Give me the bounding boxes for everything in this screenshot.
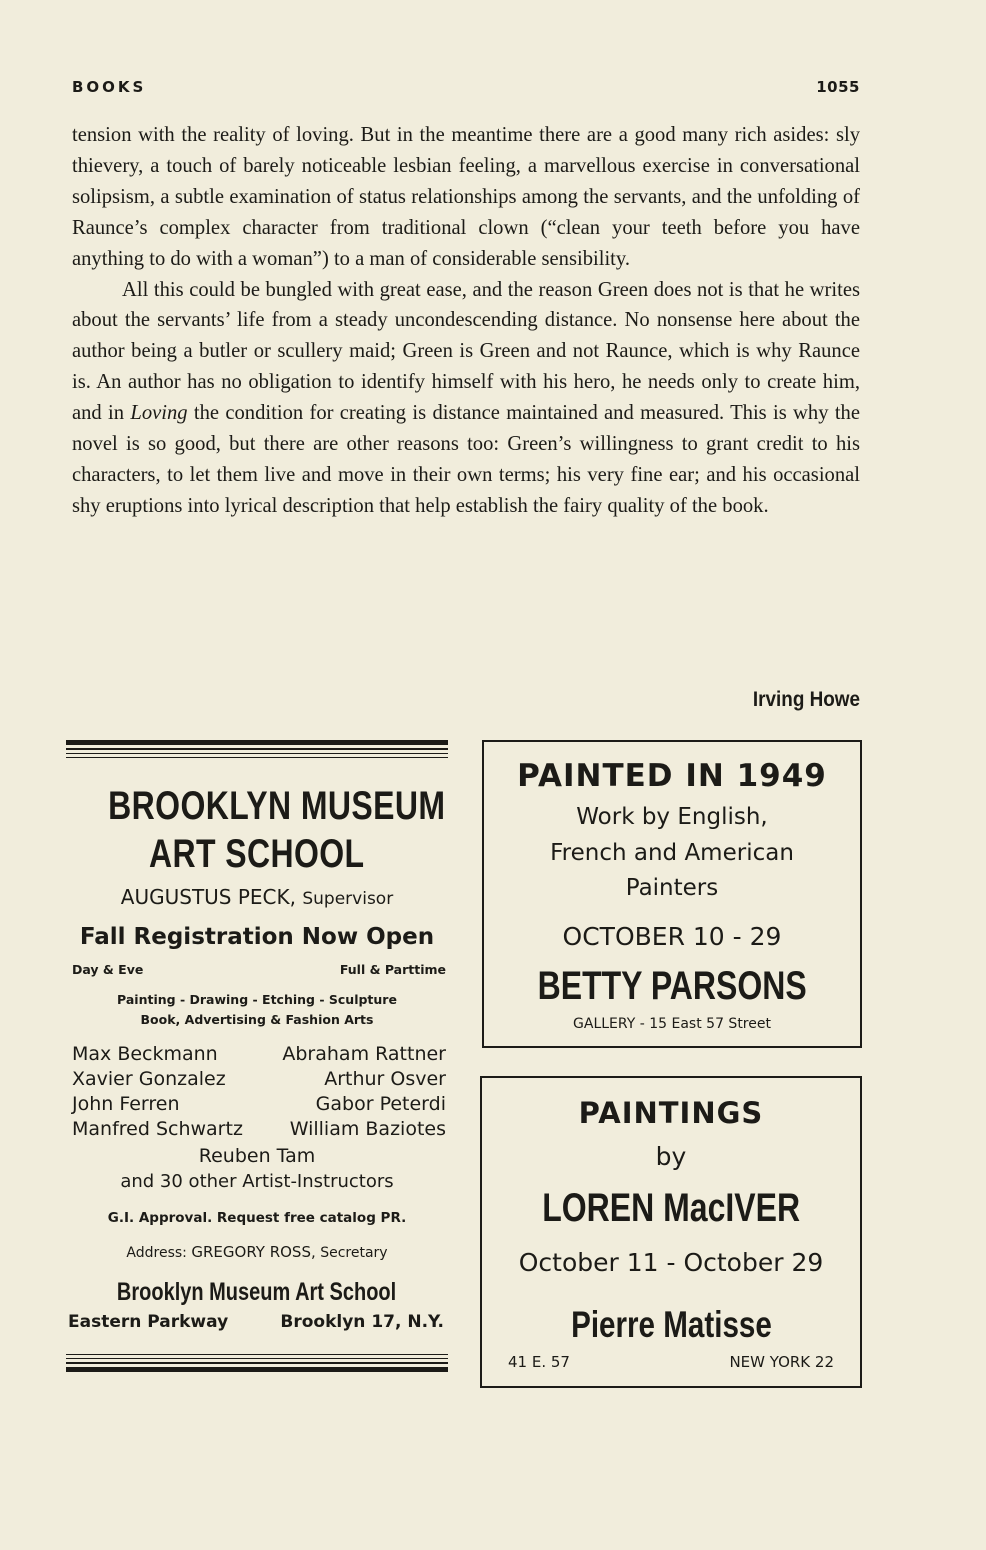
parsons-line2: French and American	[550, 840, 794, 866]
matisse-title: PAINTINGS	[578, 1096, 764, 1130]
bottom-rule	[66, 1354, 448, 1375]
parsons-line3: Painters	[625, 875, 719, 901]
instructor-last: Reuben Tam	[198, 1145, 316, 1167]
matisse-by: by	[655, 1142, 687, 1171]
subjects-line1: Painting - Drawing - Etching - Sculpture	[117, 992, 397, 1007]
registration-notice: Fall Registration Now Open	[79, 924, 435, 950]
betty-parsons-ad	[482, 740, 862, 1048]
parsons-dates: OCTOBER 10 - 29	[562, 922, 782, 951]
section-header: BOOKS	[72, 78, 147, 96]
top-rule	[66, 740, 448, 761]
matisse-artist: LOREN MacIVER	[542, 1186, 800, 1230]
pierre-matisse-ad	[480, 1076, 862, 1388]
review-text	[72, 120, 860, 522]
matisse-address-city: NEW YORK 22	[729, 1353, 834, 1371]
book-title: Loving	[130, 402, 188, 425]
matisse-address-street: 41 E. 57	[508, 1353, 570, 1371]
other-instructors: and 30 other Artist-Instructors	[120, 1171, 394, 1192]
catalog-note: G.I. Approval. Request free catalog PR.	[107, 1210, 407, 1226]
matisse-gallery: Pierre Matisse	[570, 1304, 772, 1345]
review-paragraph-2: All this could be bungled with great ease, and the reason Green does not is that he writes about the servants’ life from a steady uncondescending distance. No nonsense here about the author being a butler or scullery maid; Green is Green and not Raunce, which is why Raunce is. An author has no obligation to identify himself with his hero, he needs only to create him, and in Loving the condition for creating is distance maintained and measured. This is why the novel is so good, but there are other reasons too: Green’s willingness to grant credit to his characters, to let them live and move in their own terms; his very fine ear; and his occasional shy eruptions into lyrical description that help establish the fairy quality of the book.	[72, 278, 860, 517]
ad-title-line2: ART SCHOOL	[149, 832, 365, 876]
supervisor: AUGUSTUS PECK, Supervisor	[120, 885, 394, 909]
matisse-dates: October 11 - October 29	[518, 1248, 824, 1277]
review-byline: Irving Howe	[752, 688, 860, 711]
school-name: Brooklyn Museum Art School	[117, 1278, 397, 1306]
parsons-title: PAINTED IN 1949	[517, 758, 827, 794]
review-paragraph-1: tension with the reality of loving. But in the meantime there are a good many rich asides: sly thievery, a touch of barely noticeable lesbian feeling, a marvellous exercise in conversational solipsism, a subtle examination of status relationships among the servants, and the unfolding of Raunce’s complex character from traditional clown (“clean your teeth before you have anything to do with a woman”) to a man of considerable sensibility.	[72, 124, 860, 270]
address-line: Address: GREGORY ROSS, Secretary	[126, 1243, 388, 1261]
parsons-address: GALLERY - 15 East 57 Street	[573, 1016, 771, 1032]
brooklyn-museum-ad: BROOKLYN MUSEUM ART SCHOOL AUGUSTUS PECK, Supervisor Fall Registration Now Open Day & Eve Full & Parttime Painting - Drawing - Etching - Sculpture Book, Advertising & Fashion Arts Max Beckmann Abraham Rattner Xavier Gonzalez Arthur Osver John Ferren Gabor Peterdi Manfred Schwartz William Baziotes Reuben Tam and 30 other Artist-Instructors G.I. Approval. Request free catalog PR. Address: GREGORY ROSS, Secretary Brooklyn Museum Art School Eastern Parkway Brooklyn 17, N.Y.	[66, 740, 448, 1386]
parsons-gallery: BETTY PARSONS	[537, 964, 807, 1008]
page-number: 1055	[816, 78, 860, 96]
subjects-line2: Book, Advertising & Fashion Arts	[140, 1012, 374, 1027]
ad-title-line1: BROOKLYN MUSEUM	[108, 784, 446, 828]
parsons-line1: Work by English,	[576, 804, 768, 830]
